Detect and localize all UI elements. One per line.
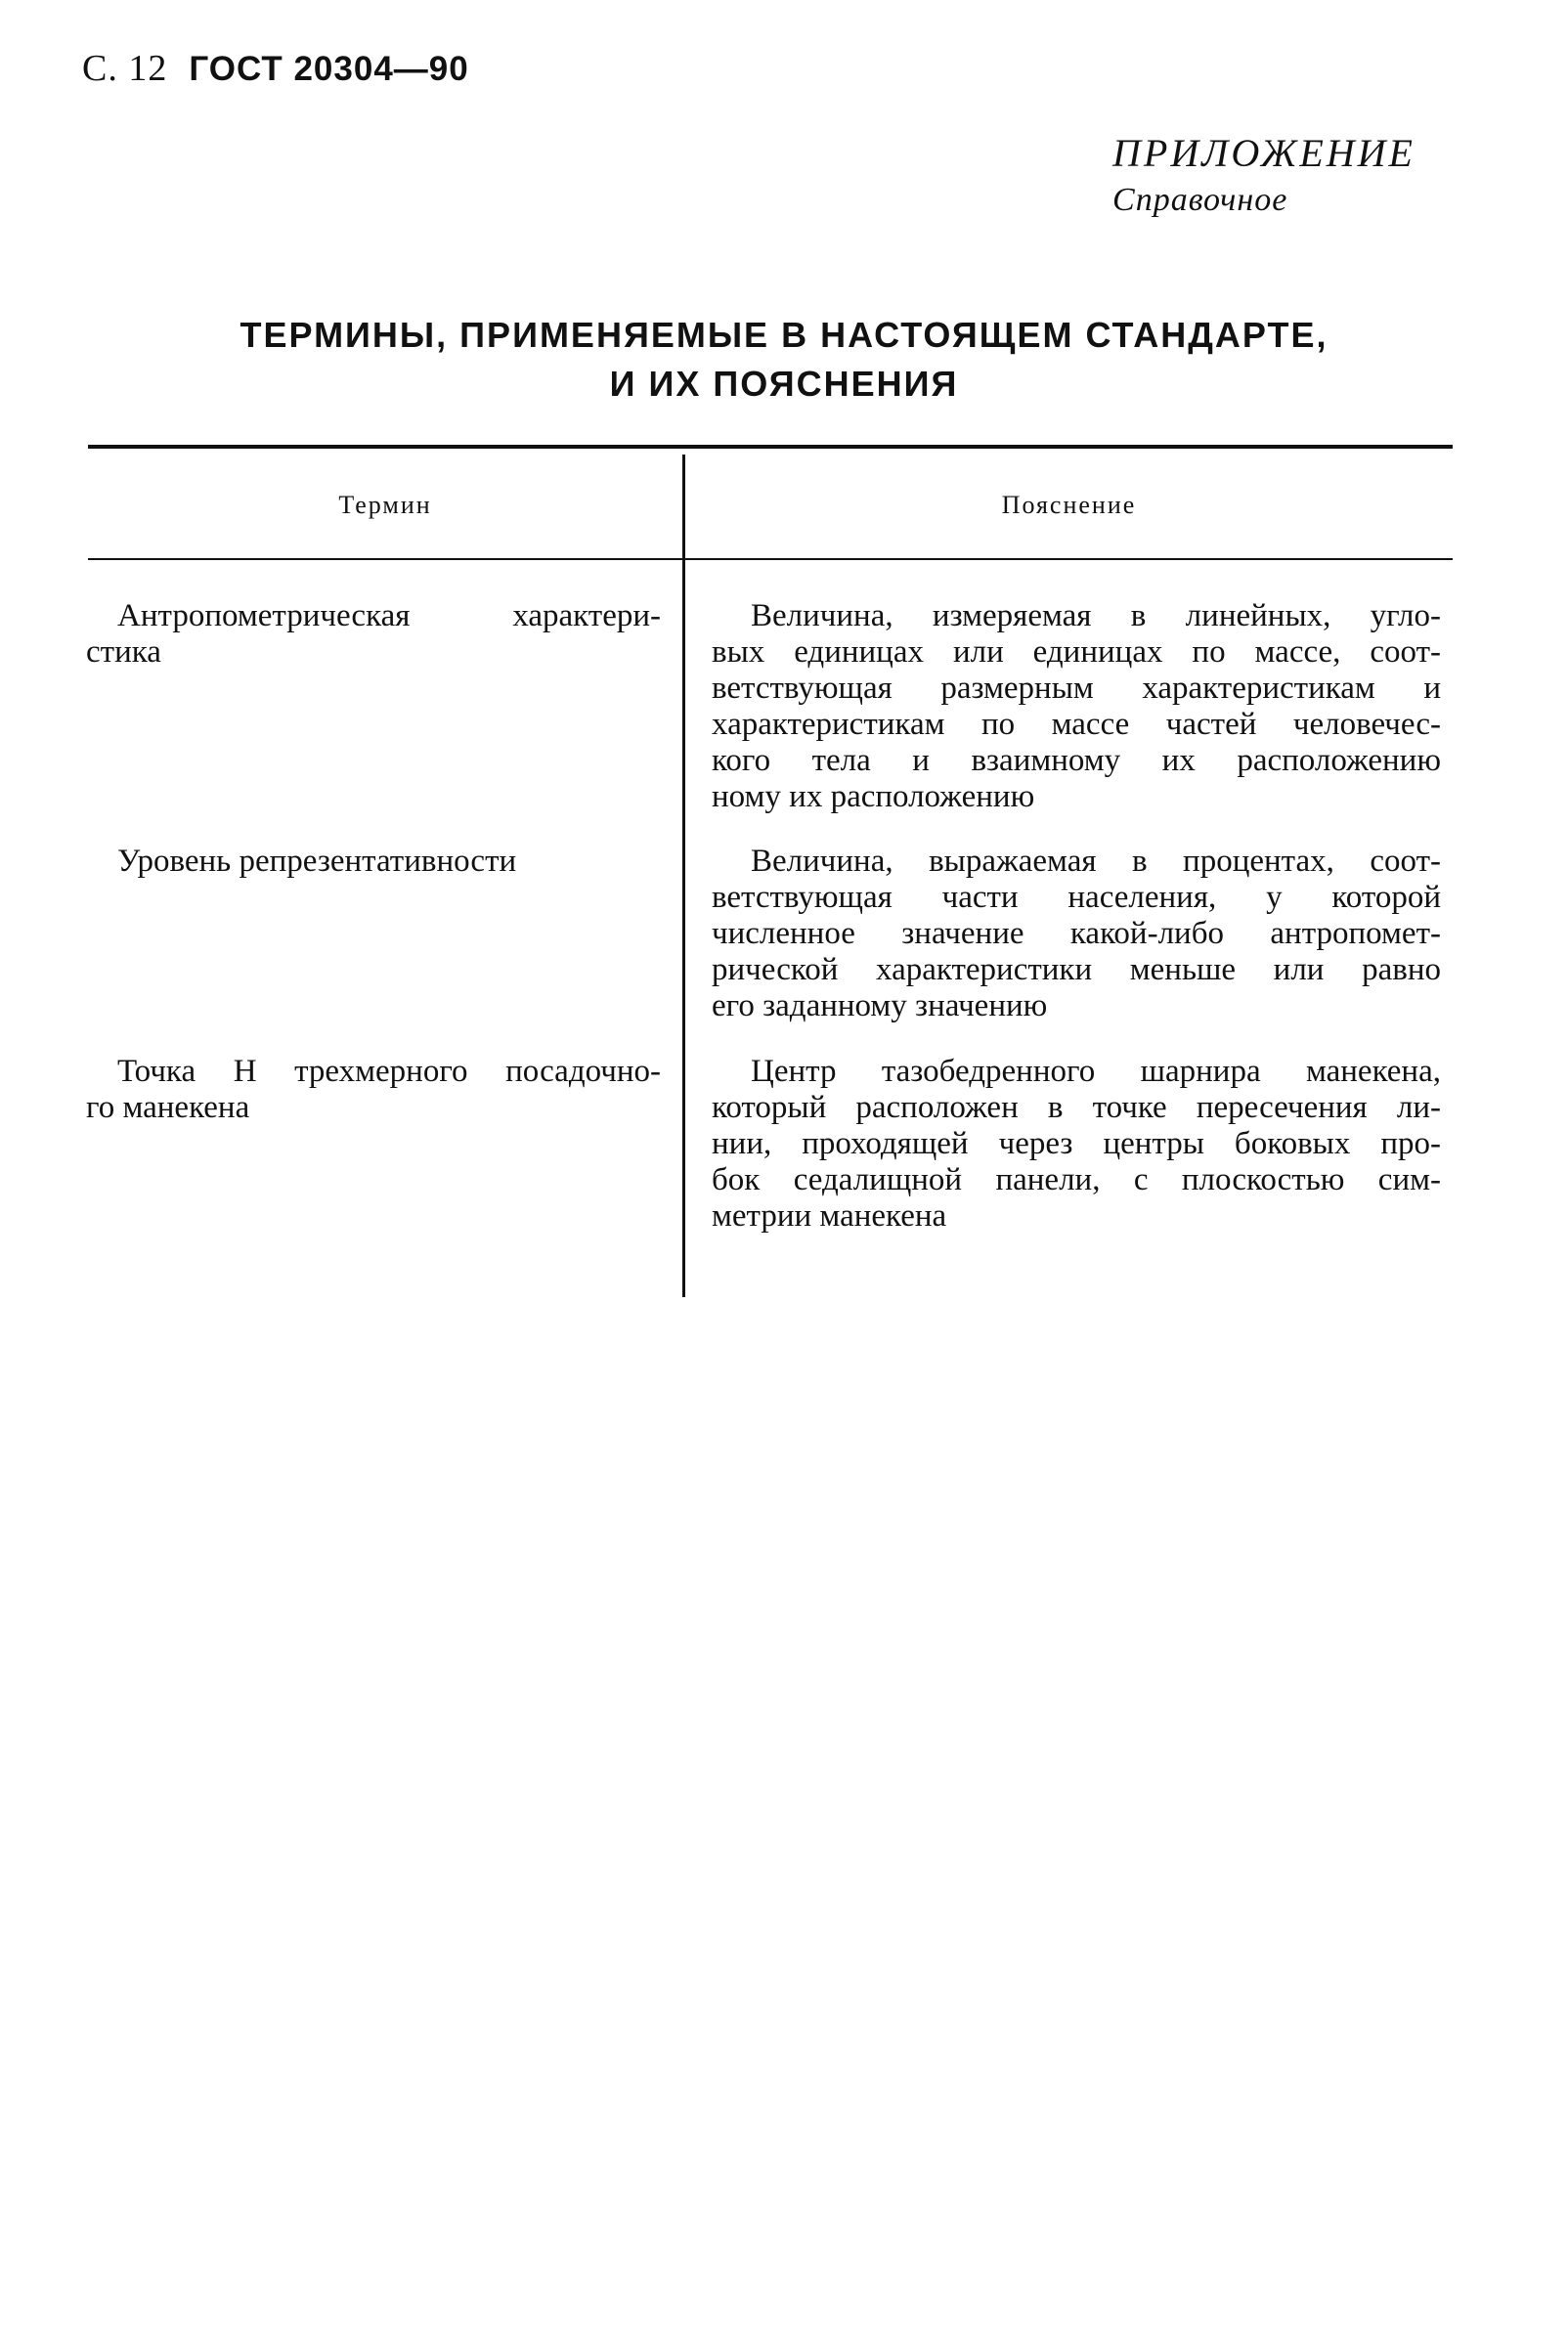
table-column-divider bbox=[682, 455, 685, 1297]
column-header-explanation: Пояснение bbox=[1001, 491, 1137, 519]
explanation-line: нии, проходящей через центры боковых про- bbox=[712, 1126, 1441, 1161]
standard-number: ГОСТ 20304—90 bbox=[189, 50, 469, 88]
explanation-line: ветствующая размерным характеристикам и bbox=[712, 671, 1441, 706]
table-row-2-explanation bbox=[712, 844, 1441, 1024]
explanation-line: метрии манекена bbox=[712, 1198, 947, 1234]
explanation-line: который расположен в точке пересечения ли- bbox=[712, 1090, 1441, 1125]
document-title-line-1: ТЕРМИНЫ, ПРИМЕНЯЕМЫЕ В НАСТОЯЩЕМ СТАНДАРТЕ, bbox=[240, 315, 1328, 355]
page-number: С. 12 bbox=[82, 48, 168, 89]
appendix-label bbox=[1112, 130, 1416, 224]
explanation-line: ному их расположению bbox=[712, 779, 1035, 814]
term-line: Антропометрическая характери- bbox=[117, 598, 661, 633]
explanation-line: Величина, выражаемая в процентах, соот- bbox=[751, 844, 1441, 879]
table-row-3-term bbox=[86, 1054, 661, 1126]
term-line: го манекена bbox=[86, 1090, 250, 1125]
term-line: стика bbox=[86, 634, 161, 670]
explanation-line: Центр тазобедренного шарнира манекена, bbox=[751, 1054, 1441, 1089]
document-title-line-2: И ИХ ПОЯСНЕНИЯ bbox=[609, 364, 959, 404]
column-header-term: Термин bbox=[338, 491, 432, 519]
explanation-line: вых единицах или единицах по массе, соот- bbox=[712, 634, 1441, 670]
appendix-subtitle: Справочное bbox=[1112, 182, 1288, 218]
explanation-line: кого тела и взаимному их расположению bbox=[712, 743, 1441, 778]
explanation-line: Величина, измеряемая в линейных, угло- bbox=[751, 598, 1441, 633]
explanation-line: численное значение какой-либо антропомет- bbox=[712, 916, 1441, 951]
term-line: Точка Н трехмерного посадочно- bbox=[117, 1054, 661, 1089]
explanation-line: его заданному значению bbox=[712, 988, 1048, 1023]
table-row-1-explanation bbox=[712, 598, 1441, 815]
explanation-line: ветствующая части населения, у которой bbox=[712, 880, 1441, 915]
explanation-line: рической характеристики меньше или равно bbox=[712, 952, 1441, 987]
document-title bbox=[0, 311, 1568, 409]
table-row-2-term bbox=[86, 844, 661, 880]
table-top-rule bbox=[88, 445, 1453, 449]
explanation-line: характеристикам по массе частей человечес- bbox=[712, 707, 1441, 742]
table-row-3-explanation bbox=[712, 1054, 1441, 1235]
table-header-rule bbox=[88, 558, 1453, 560]
table-row-1-term bbox=[86, 598, 661, 671]
appendix-title: ПРИЛОЖЕНИЕ bbox=[1112, 131, 1416, 175]
term-line: Уровень репрезентативности bbox=[117, 844, 517, 879]
explanation-line: бок седалищной панели, с плоскостью сим- bbox=[712, 1162, 1441, 1197]
page-header bbox=[82, 47, 469, 90]
